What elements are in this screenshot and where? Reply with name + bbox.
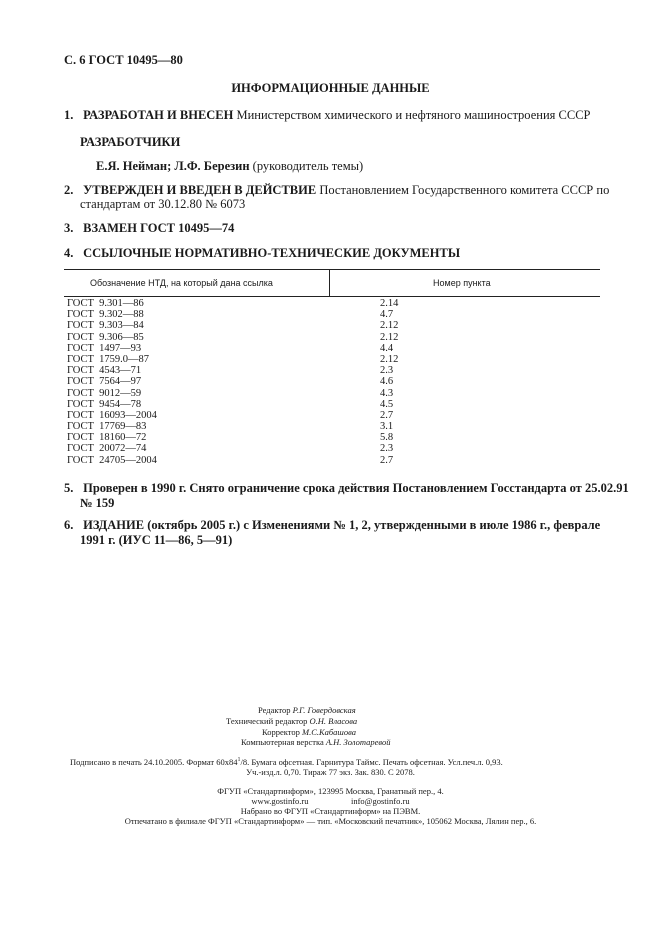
section-5 [64,481,629,496]
table-cell-item: 2.3 [380,365,394,377]
table-cell-item: 2.3 [380,443,394,455]
imprint-name: Р.Г. Говердовская [292,705,356,715]
section-1-text: Министерством химического и нефтяного машиностроения СССР [233,108,591,122]
table-cell-item: 5.8 [380,432,394,444]
section-2-text: Постановлением Государственного комитета СССР по [316,183,610,197]
imprint-label: Редактор [258,705,293,715]
section-2 [64,183,609,198]
section-number: 2. [64,183,74,197]
table-cell-document: ГОСТ 9.303—84 [67,320,144,332]
section-number: 1. [64,108,74,122]
imprint-tech-editor [226,716,357,726]
imprint-label: Технический редактор [226,716,310,726]
developers-label: РАЗРАБОТЧИКИ [80,135,181,149]
table-cell-document: ГОСТ 17769—83 [67,421,147,433]
imprint-print-format: Подписано в печать 24.10.2005. Формат 60x84 [70,757,238,767]
table-cell-item: 2.7 [380,409,394,421]
section-6-line2: 1991 г. (ИУС 11—86, 5—91) [80,533,233,547]
table-cell-item: 4.5 [380,398,394,410]
table-cell-item: 4.3 [380,387,394,399]
section-4-text: ССЫЛОЧНЫЕ НОРМАТИВНО-ТЕХНИЧЕСКИЕ ДОКУМЕНТЫ [83,246,461,260]
table-cell-document: ГОСТ 20072—74 [67,443,147,455]
table-cell-document: ГОСТ 7564—97 [67,376,142,388]
table-cell-document: ГОСТ 24705—2004 [67,454,157,466]
table-col-document: Обозначение НТД, на который дана ссылка [90,278,273,288]
section-6-text: (октябрь 2005 г.) с Изменениями № 1, 2, утвержденными в июле 1986 г., феврале [144,518,601,532]
table-cell-document: ГОСТ 9454—78 [67,398,142,410]
page-title: ИНФОРМАЦИОННЫЕ ДАННЫЕ [231,81,430,95]
imprint-print-line-1 [70,757,503,767]
imprint-publisher: ФГУП «Стандартинформ», 123995 Москва, Гранатный пер., 4. [217,786,444,796]
section-number: 4. [64,246,74,260]
imprint-label: Компьютерная верстка [241,737,326,747]
section-1-heading: РАЗРАБОТАН И ВНЕСЕН [83,108,234,122]
table-cell-document: ГОСТ 9.302—88 [67,309,144,321]
table-cell-document: ГОСТ 16093—2004 [67,409,157,421]
imprint-print-details: /8. Бумага офсетная. Гарнитура Таймс. Печать офсетная. Усл.печ.л. 0,93. [240,757,503,767]
table-cell-item: 2.14 [380,298,399,309]
developers-line [96,159,363,174]
imprint-name: А.Н. Золотаревой [325,737,391,747]
table-header-rule [64,296,600,297]
imprint-web: www.gostinfo.ru info@gostinfo.ru [251,796,410,806]
table-cell-document: ГОСТ 18160—72 [67,432,147,444]
section-3 [64,221,234,236]
section-number: 5. [64,481,74,495]
table-column-divider [329,269,330,296]
section-2-line2: стандартам от 30.12.80 № 6073 [80,197,246,211]
imprint-name: М.С.Кабашова [302,727,356,737]
page-header: С. 6 ГОСТ 10495—80 [64,53,183,67]
section-2-heading: УТВЕРЖДЕН И ВВЕДЕН В ДЕЙСТВИЕ [83,183,317,197]
section-1 [64,108,590,123]
imprint-corrector [262,727,356,737]
table-cell-item: 4.6 [380,376,394,388]
section-4 [64,246,460,261]
section-number: 6. [64,518,74,532]
table-top-rule [64,269,600,270]
table-cell-document: ГОСТ 9012—59 [67,387,142,399]
table-cell-document: ГОСТ 1497—93 [67,342,142,354]
imprint-name: О.Н. Власова [309,716,358,726]
imprint-label: Корректор [262,727,303,737]
section-number: 3. [64,221,74,235]
table-cell-document: ГОСТ 9.306—85 [67,331,144,343]
developer-role: (руководитель темы) [249,159,364,173]
table-cell-item: 3.1 [380,421,394,433]
section-5-text: Проверен в 1990 г. Снято ограничение срока действия Постановлением Госстандарта от 25.02.91 [83,481,629,495]
developer-names: Е.Я. Нейман; Л.Ф. Березин [96,159,250,173]
imprint-printed: Отпечатано в филиале ФГУП «Стандартинформ» — тип. «Московский печатник», 105062 Москва, Лялин пер., 6. [124,816,537,826]
table-cell-document: ГОСТ 4543—71 [67,365,142,377]
table-cell-item: 2.7 [380,454,394,466]
imprint-editor [258,705,356,715]
imprint-typeset: Набрано во ФГУП «Стандартинформ» на ПЭВМ. [240,806,421,816]
table-cell-document: ГОСТ 1759.0—87 [67,353,150,365]
section-6-heading: ИЗДАНИЕ [83,518,145,532]
section-6 [64,518,600,533]
section-5-line2: № 159 [80,496,115,510]
table-cell-item: 2.12 [380,353,399,365]
table-cell-item: 4.7 [380,309,394,321]
table-cell-item: 4.4 [380,342,394,354]
table-cell-item: 2.12 [380,331,399,343]
table-cell-item: 2.12 [380,320,399,332]
table-cell-document: ГОСТ 9.301—86 [67,298,144,309]
imprint-layout [241,737,390,747]
imprint-print-sup: 1 [237,757,241,764]
imprint-print-line-2: Уч.-изд.л. 0,70. Тираж 77 экз. Зак. 830. С 2078. [246,767,415,777]
table-col-item: Номер пункта [433,278,491,288]
section-3-text: ВЗАМЕН ГОСТ 10495—74 [83,221,235,235]
